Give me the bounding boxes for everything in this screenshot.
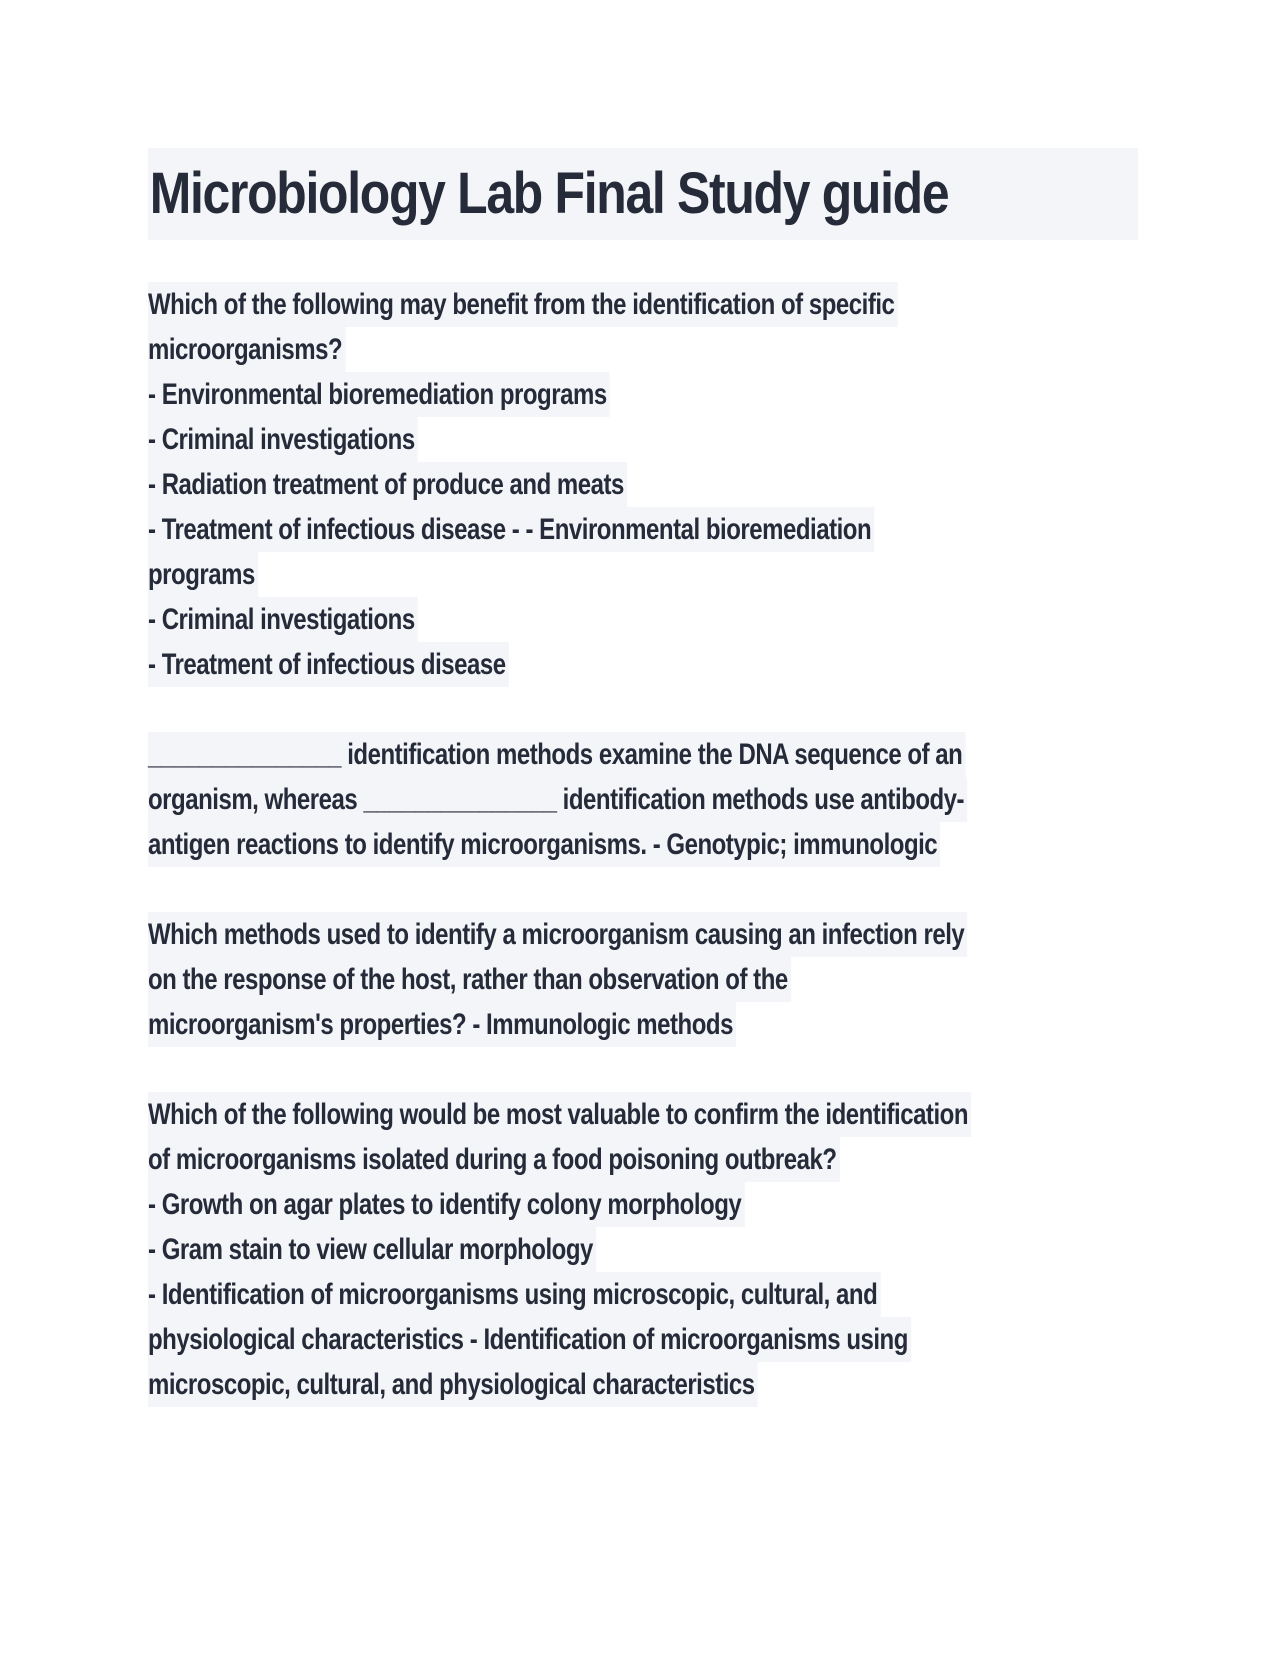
line-text: organism, whereas _______________ identification methods use antibody- <box>148 777 967 822</box>
line-text: - Growth on agar plates to identify colony morphology <box>148 1182 744 1227</box>
line-text: - Gram stain to view cellular morphology <box>148 1227 596 1272</box>
text-line <box>148 372 1138 417</box>
text-line <box>148 912 1138 957</box>
text-line <box>148 552 1138 597</box>
line-text: microscopic, cultural, and physiological characteristics <box>148 1362 758 1407</box>
text-line <box>148 732 1138 777</box>
question-block-4 <box>148 1092 1138 1407</box>
line-text: Which of the following may benefit from the identification of specific <box>148 282 898 327</box>
text-line <box>148 1002 1138 1047</box>
text-line <box>148 1182 1138 1227</box>
question-block-2 <box>148 732 1138 867</box>
line-text: - Environmental bioremediation programs <box>148 372 610 417</box>
text-line <box>148 1362 1138 1407</box>
line-text: - Radiation treatment of produce and meats <box>148 462 627 507</box>
text-line <box>148 642 1138 687</box>
text-line <box>148 777 1138 822</box>
document-title: Microbiology Lab Final Study guide <box>149 161 949 226</box>
line-text: of microorganisms isolated during a food poisoning outbreak? <box>148 1137 840 1182</box>
line-text: antigen reactions to identify microorganisms. - Genotypic; immunologic <box>148 822 940 867</box>
text-line <box>148 507 1138 552</box>
line-text: - Criminal investigations <box>148 597 418 642</box>
text-line <box>148 597 1138 642</box>
text-line <box>148 957 1138 1002</box>
line-text: - Treatment of infectious disease - - Environmental bioremediation <box>148 507 874 552</box>
line-text: - Treatment of infectious disease <box>148 642 509 687</box>
text-line <box>148 462 1138 507</box>
line-text: _______________ identification methods examine the DNA sequence of an <box>148 732 966 777</box>
line-text: programs <box>148 552 258 597</box>
text-line <box>148 1317 1138 1362</box>
text-line <box>148 1092 1138 1137</box>
title-highlight <box>148 148 1138 240</box>
line-text: microorganisms? <box>148 327 345 372</box>
text-line <box>148 1137 1138 1182</box>
line-text: physiological characteristics - Identification of microorganisms using <box>148 1317 911 1362</box>
document-page <box>148 148 1138 1452</box>
text-line <box>148 417 1138 462</box>
line-text: Which of the following would be most valuable to confirm the identification <box>148 1092 971 1137</box>
question-block-3 <box>148 912 1138 1047</box>
line-text: microorganism's properties? - Immunologic methods <box>148 1002 736 1047</box>
text-line <box>148 1227 1138 1272</box>
question-block-1 <box>148 282 1138 687</box>
text-line <box>148 822 1138 867</box>
line-text: - Criminal investigations <box>148 417 418 462</box>
line-text: on the response of the host, rather than observation of the <box>148 957 791 1002</box>
text-line <box>148 282 1138 327</box>
line-text: - Identification of microorganisms using microscopic, cultural, and <box>148 1272 881 1317</box>
text-line <box>148 327 1138 372</box>
line-text: Which methods used to identify a microorganism causing an infection rely <box>148 912 967 957</box>
text-line <box>148 1272 1138 1317</box>
